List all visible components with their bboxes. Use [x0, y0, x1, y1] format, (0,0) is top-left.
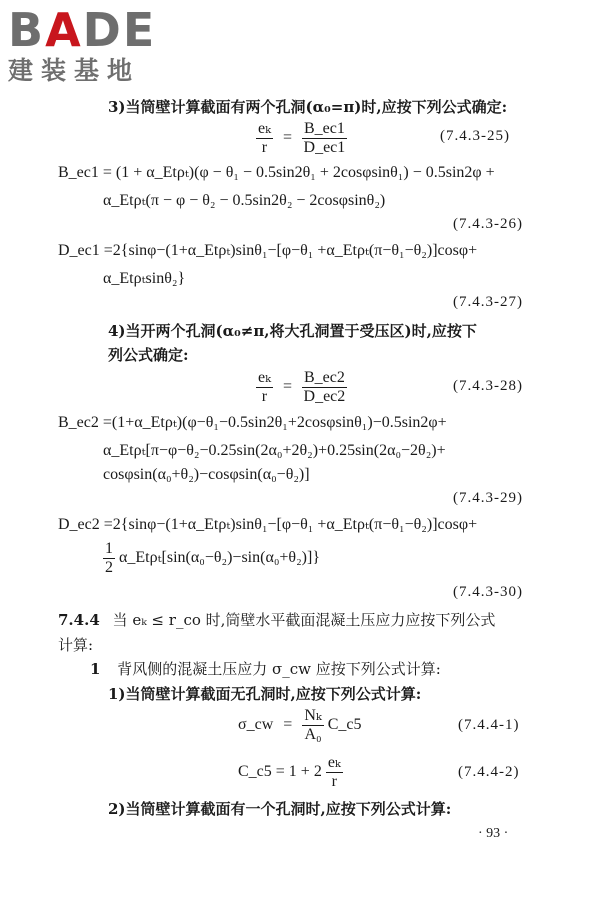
item2-heading: 2)当筒壁计算截面有一个孔洞时,应按下列公式计算: [108, 800, 452, 818]
formula-26-line2: α_Etρₜ(π − φ − θ₂ − 0.5sin2θ₂ − 2cosφsinθ₂) [103, 192, 386, 209]
formula-25-label: (7.4.3-25) [440, 128, 510, 144]
logo [8, 3, 157, 86]
formula-30-line1: D_ec2 =2{sinφ−(1+α_Etρₜ)sinθ₁−[φ−θ₁ +α_Etρₜ(π−θ₁−θ₂)]cosφ+ [58, 516, 478, 533]
subsection-1: 1 背风侧的混凝土压应力 σ_cw 应按下列公式计算: [90, 660, 441, 678]
formula-29-label: (7.4.3-29) [453, 490, 523, 506]
formula-29-line2: α_Etρₜ[π−φ−θ₂−0.25sin(2α₀+2θ₂)+0.25sin(2α₀−2θ₂)+ [103, 442, 446, 459]
formula-442-label: (7.4.4-2) [458, 764, 520, 780]
formula-30-line2: $\frac{1}{2}$ α_Etρₜ[sin(α₀−θ₂)−sin(α₀+θ₂)]} [105, 540, 320, 576]
formula-25: $\frac{\text{eₖ}}{r}$ = $\frac{B\_ec1}{D\_ec1}$ [258, 120, 346, 156]
formula-29-line3: cosφsin(α₀+θ₂)−cosφsin(α₀−θ₂)] [103, 466, 310, 483]
item4-heading-2: 列公式确定: [108, 346, 189, 364]
item3-heading: 3)当筒壁计算截面有两个孔洞(α₀=π)时,应按下列公式确定: [108, 98, 508, 116]
item1-heading: 1)当筒壁计算截面无孔洞时,应按下列公式计算: [108, 685, 422, 703]
formula-28: $\frac{\text{eₖ}}{r}$ = $\frac{B\_ec2}{D\_ec2}$ [258, 369, 346, 405]
formula-27-label: (7.4.3-27) [453, 294, 523, 310]
item4-heading-1: 4)当开两个孔洞(α₀≠π,将大孔洞置于受压区)时,应按下 [108, 322, 477, 340]
formula-442: C_c5 = 1 + 2 $\frac{\text{eₖ}}{r}$ [238, 754, 341, 790]
formula-441-label: (7.4.4-1) [458, 717, 520, 733]
logo-subtitle: 建装基地 [8, 56, 141, 85]
section-744-line1: 7.4.4 当 eₖ ≤ r_co 时,筒壁水平截面混凝土压应力应按下列公式 [58, 611, 496, 629]
formula-26-label: (7.4.3-26) [453, 216, 523, 232]
formula-28-label: (7.4.3-28) [453, 378, 523, 394]
formula-26-line1: B_ec1 = (1 + α_Etρₜ)(φ − θ₁ − 0.5sin2θ₁ + 2cosφsinθ₁) − 0.5sin2φ + [58, 164, 495, 181]
formula-27-line2: α_Etρₜsinθ₂} [103, 270, 186, 287]
formula-441: σ_cw = $\frac{\text{Nₖ}}{\text{A₀}}$ C_c5 [238, 707, 362, 743]
formula-30-label: (7.4.3-30) [453, 584, 523, 600]
page-number: · 93 · [478, 826, 509, 841]
formula-29-line1: B_ec2 =(1+α_Etρₜ)(φ−θ₁−0.5sin2θ₁+2cosφsinθ₁)−0.5sin2φ+ [58, 414, 447, 431]
section-744-line2: 计算: [58, 636, 94, 654]
section-number: 7.4.4 [58, 611, 100, 629]
logo-brand: BADE [8, 3, 157, 57]
formula-27-line1: D_ec1 =2{sinφ−(1+α_Etρₜ)sinθ₁−[φ−θ₁ +α_Etρₜ(π−θ₁−θ₂)]cosφ+ [58, 242, 478, 259]
